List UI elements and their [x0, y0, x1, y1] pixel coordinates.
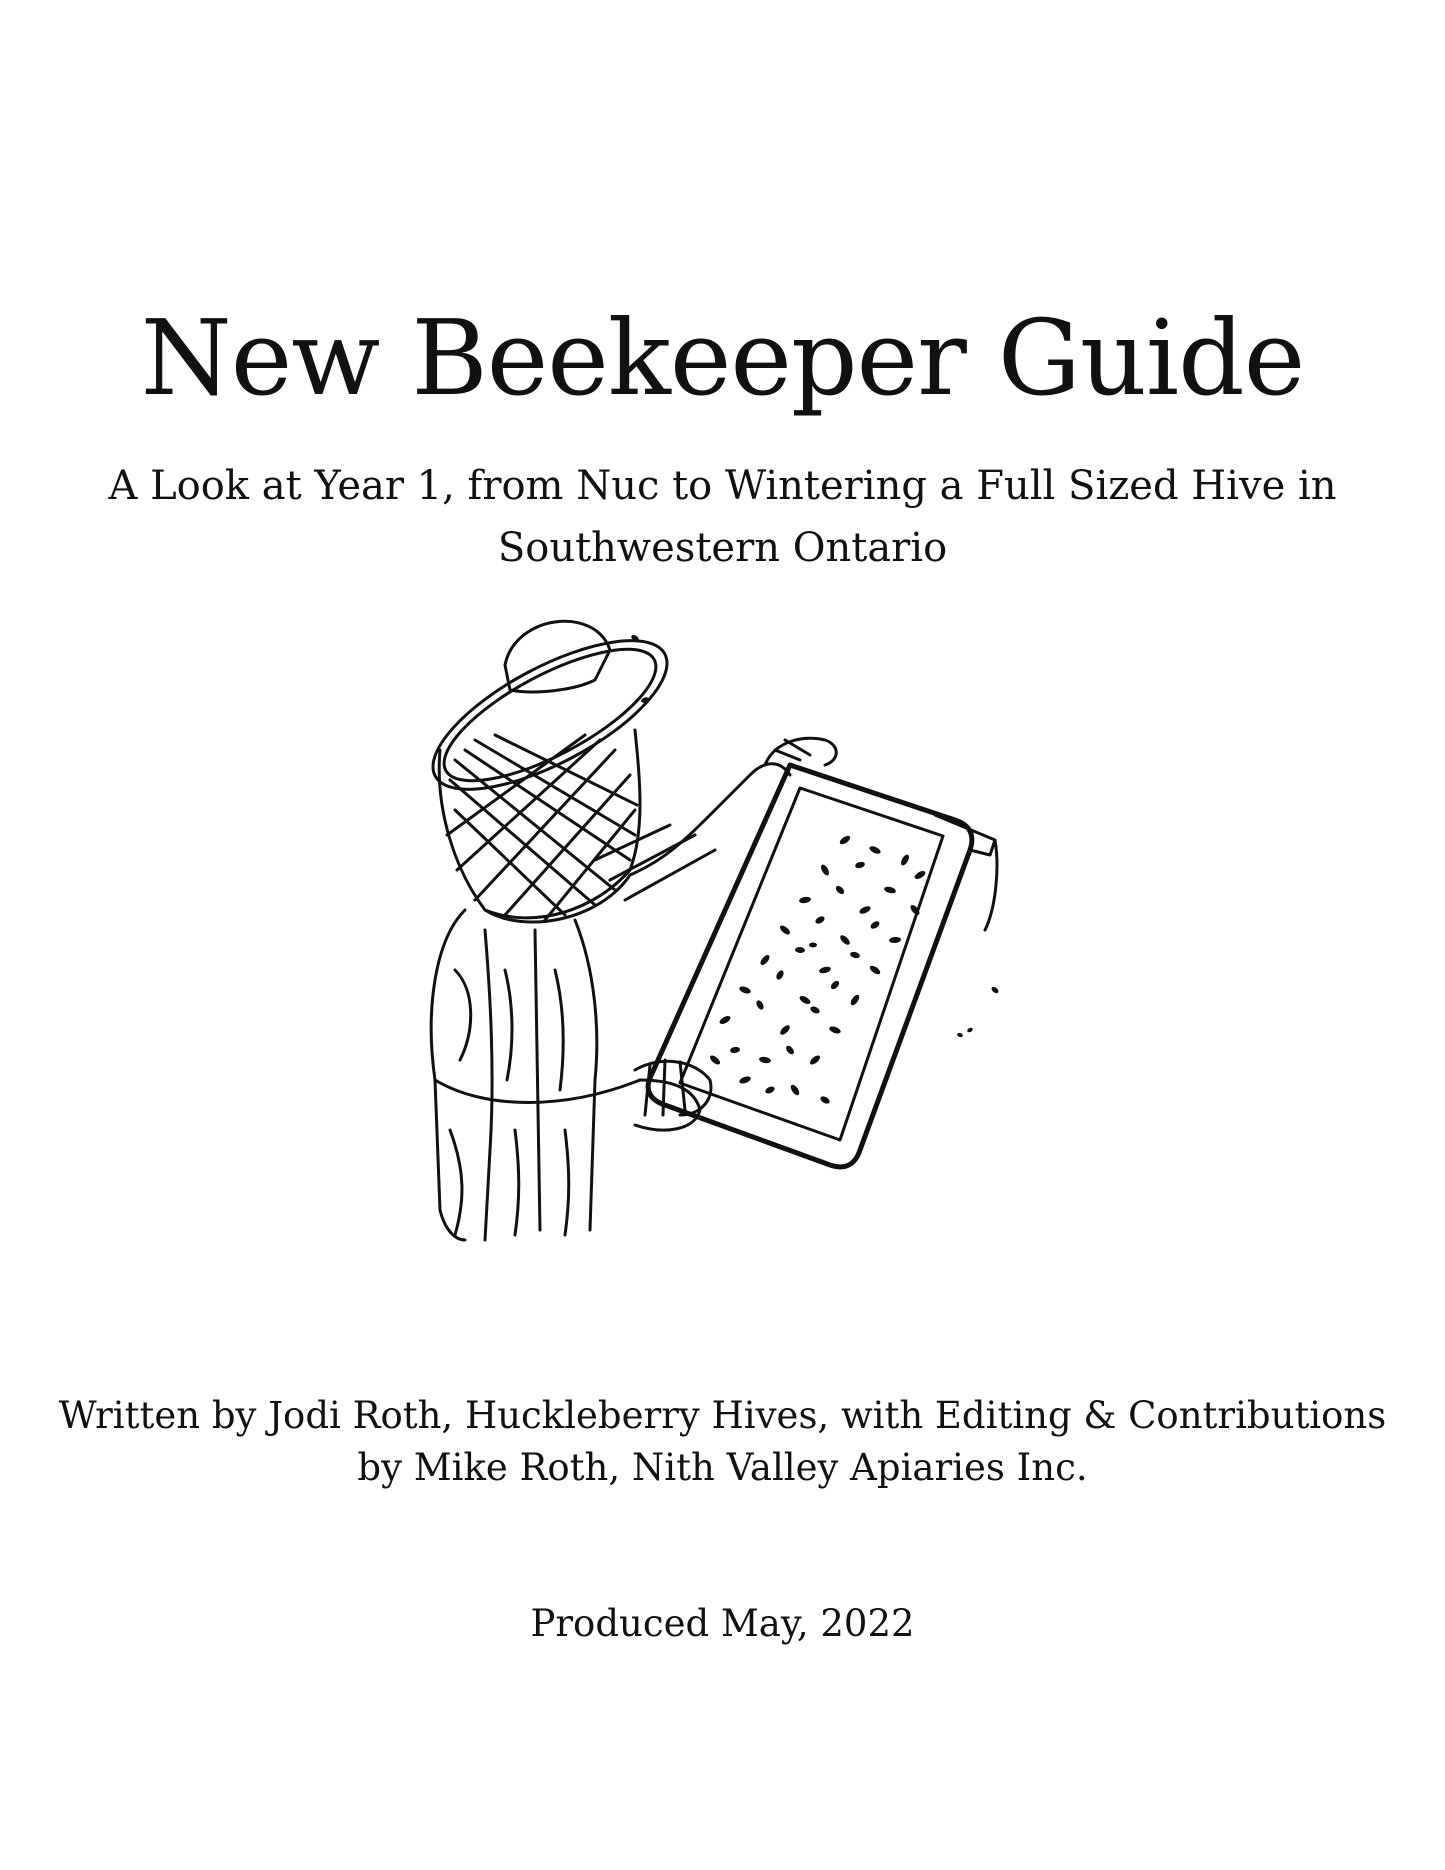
credit-line: Written by Jodi Roth, Huckleberry Hives, with Editing & Contributions — [58, 1394, 1387, 1437]
document-title: New Beekeeper Guide — [140, 297, 1305, 419]
beekeeper-illustration-icon — [395, 610, 1035, 1250]
subtitle-line: A Look at Year 1, from Nuc to Wintering a Full Sized Hive in — [108, 463, 1337, 509]
produced-date: Produced May, 2022 — [530, 1602, 915, 1645]
subtitle-line: Southwestern Ontario — [497, 525, 948, 571]
author-credits — [0, 1390, 1445, 1494]
credit-line: by Mike Roth, Nith Valley Apiaries Inc. — [357, 1446, 1088, 1489]
document-subtitle — [0, 455, 1445, 579]
